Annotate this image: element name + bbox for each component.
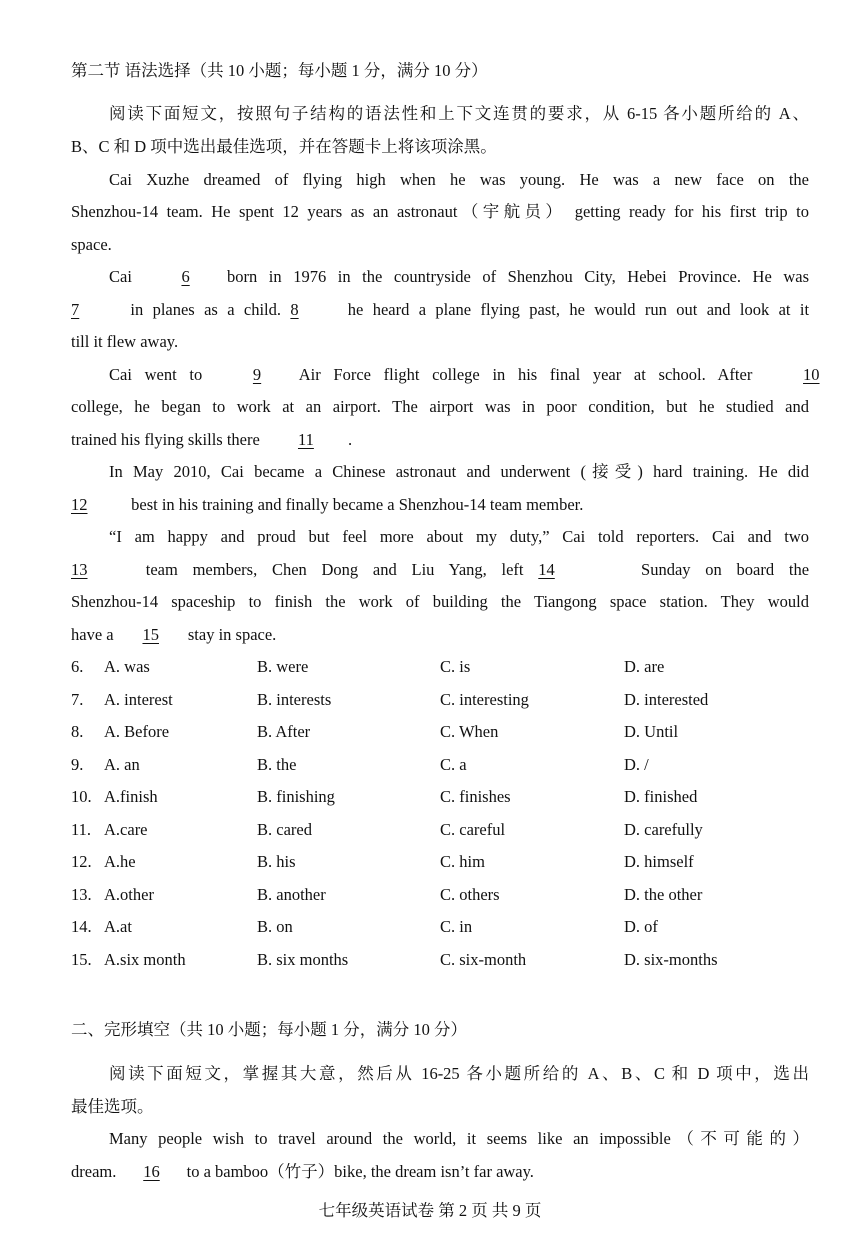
blank-7: 7 <box>71 300 80 319</box>
option-a: A.other <box>104 885 154 904</box>
passage-line: space. <box>71 235 112 254</box>
section-heading: 二、完形填空（共 10 小题；每小题 1 分，满分 10 分） <box>71 1020 467 1039</box>
passage-line: Many people wish to travel around the world, it seems like an impossible（不可能的） <box>109 1129 809 1148</box>
passage-line <box>71 299 809 321</box>
blank-15: 15 <box>142 625 159 644</box>
passage-line: In May 2010, Cai became a Chinese astronaut and underwent (接受) hard training. He did <box>109 462 809 481</box>
blank-11: 11 <box>297 430 314 449</box>
passage-line <box>71 1161 809 1183</box>
option-b: B. cared <box>257 820 312 839</box>
question-number: 11. <box>71 820 92 839</box>
option-c: C. a <box>440 755 467 774</box>
blank-16: 16 <box>143 1162 160 1181</box>
passage-line <box>71 494 809 516</box>
option-b: B. were <box>257 657 309 676</box>
option-d: D. of <box>624 917 658 936</box>
passage-text: Cai went to <box>109 365 203 384</box>
passage-line: Cai Xuzhe dreamed of flying high when he was young. He was a new face on the <box>109 170 809 189</box>
option-row <box>71 819 809 841</box>
passage-text: have a <box>71 625 114 644</box>
question-number: 10. <box>71 787 92 806</box>
question-number: 12. <box>71 852 92 871</box>
option-b: B. finishing <box>257 787 335 806</box>
passage-line: “I am happy and proud but feel more about my duty,” Cai told reporters. Cai and two <box>109 527 809 546</box>
option-a: A.he <box>104 852 136 871</box>
instruction-line: 阅读下面短文，按照句子结构的语法性和上下文连贯的要求，从 6-15 各小题所给的 A、 <box>109 104 809 123</box>
option-b: B. on <box>257 917 293 936</box>
option-row <box>71 884 809 906</box>
option-c: C. him <box>440 852 485 871</box>
passage-text: Cai <box>109 267 132 286</box>
option-a: A.care <box>104 820 148 839</box>
option-b: B. another <box>257 885 326 904</box>
blank-13: 13 <box>71 560 88 579</box>
option-c: C. interesting <box>440 690 529 709</box>
blank-14: 14 <box>538 560 555 579</box>
passage-text: he heard a plane flying past, he would run out and look at it <box>347 300 810 319</box>
option-row <box>71 689 809 711</box>
option-c: C. six-month <box>440 950 527 969</box>
option-c: C. When <box>440 722 499 741</box>
passage-text: Sunday on board the <box>641 560 810 579</box>
option-b: B. the <box>257 755 297 774</box>
question-number: 13. <box>71 885 92 904</box>
question-number: 8. <box>71 722 84 741</box>
question-number: 15. <box>71 950 92 969</box>
passage-text: trained his flying skills there <box>71 430 260 449</box>
option-c: C. others <box>440 885 500 904</box>
option-d: D. interested <box>624 690 709 709</box>
option-d: D. himself <box>624 852 694 871</box>
passage-text: to a bamboo（竹子）bike, the dream isn’t far away. <box>186 1162 534 1181</box>
passage-line <box>71 624 809 646</box>
question-number: 7. <box>71 690 84 709</box>
blank-8: 8 <box>290 300 299 319</box>
passage-line: college, he began to work at an airport. The airport was in poor condition, but he studied and <box>71 397 809 416</box>
passage-text: dream. <box>71 1162 117 1181</box>
option-row <box>71 786 809 808</box>
blank-9: 9 <box>252 365 262 384</box>
option-a: A. an <box>104 755 140 774</box>
passage-line <box>71 429 809 451</box>
option-b: B. After <box>257 722 311 741</box>
passage-text: . <box>347 430 353 449</box>
passage-text: best in his training and finally became a Shenzhou-14 team member. <box>131 495 584 514</box>
option-d: D. are <box>624 657 665 676</box>
passage-line: Shenzhou-14 team. He spent 12 years as an astronaut（宇航员） getting ready for his first trip to <box>71 202 809 221</box>
passage-line: till it flew away. <box>71 332 179 351</box>
option-d: D. finished <box>624 787 698 806</box>
passage-line: Shenzhou-14 spaceship to finish the work of building the Tiangong space station. They would <box>71 592 809 611</box>
option-d: D. six-months <box>624 950 718 969</box>
section-heading: 第二节 语法选择（共 10 小题；每小题 1 分，满分 10 分） <box>71 61 488 80</box>
question-number: 14. <box>71 917 92 936</box>
option-a: A.at <box>104 917 132 936</box>
option-c: C. finishes <box>440 787 511 806</box>
option-a: A.six month <box>104 950 186 969</box>
option-b: B. six months <box>257 950 349 969</box>
option-row <box>71 754 809 776</box>
passage-text: stay in space. <box>187 625 277 644</box>
passage-line <box>71 266 809 288</box>
option-c: C. careful <box>440 820 506 839</box>
option-d: D. carefully <box>624 820 703 839</box>
passage-text: team members, Chen Dong and Liu Yang, left <box>145 560 524 579</box>
blank-12: 12 <box>71 495 88 514</box>
instruction-line: 阅读下面短文，掌握其大意，然后从 16-25 各小题所给的 A、B、C 和 D 项中，选出 <box>109 1064 809 1083</box>
option-row <box>71 656 809 678</box>
option-d: D. / <box>624 755 649 774</box>
passage-line <box>71 364 820 386</box>
blank-6: 6 <box>181 267 190 286</box>
option-b: B. his <box>257 852 296 871</box>
passage-text: born in 1976 in the countryside of Shenzhou City, Hebei Province. He was <box>227 267 809 286</box>
passage-line <box>71 559 809 581</box>
option-c: C. is <box>440 657 471 676</box>
option-row <box>71 949 809 971</box>
option-c: C. in <box>440 917 473 936</box>
option-row <box>71 916 809 938</box>
passage-text: in planes as a child. <box>130 300 282 319</box>
passage-text: Air Force flight college in his final year at school. After <box>298 365 753 384</box>
option-row <box>71 851 809 873</box>
option-b: B. interests <box>257 690 332 709</box>
instruction-line: B、C 和 D 项中选出最佳选项，并在答题卡上将该项涂黑。 <box>71 137 497 156</box>
option-d: D. the other <box>624 885 703 904</box>
blank-10: 10 <box>803 365 820 384</box>
instruction-line: 最佳选项。 <box>71 1097 154 1116</box>
page-footer: 七年级英语试卷 第 2 页 共 9 页 <box>318 1201 542 1220</box>
option-a: A. Before <box>104 722 170 741</box>
option-a: A. interest <box>104 690 173 709</box>
question-number: 6. <box>71 657 84 676</box>
option-d: D. Until <box>624 722 679 741</box>
option-row <box>71 721 809 743</box>
question-number: 9. <box>71 755 84 774</box>
option-a: A.finish <box>104 787 158 806</box>
option-a: A. was <box>104 657 150 676</box>
